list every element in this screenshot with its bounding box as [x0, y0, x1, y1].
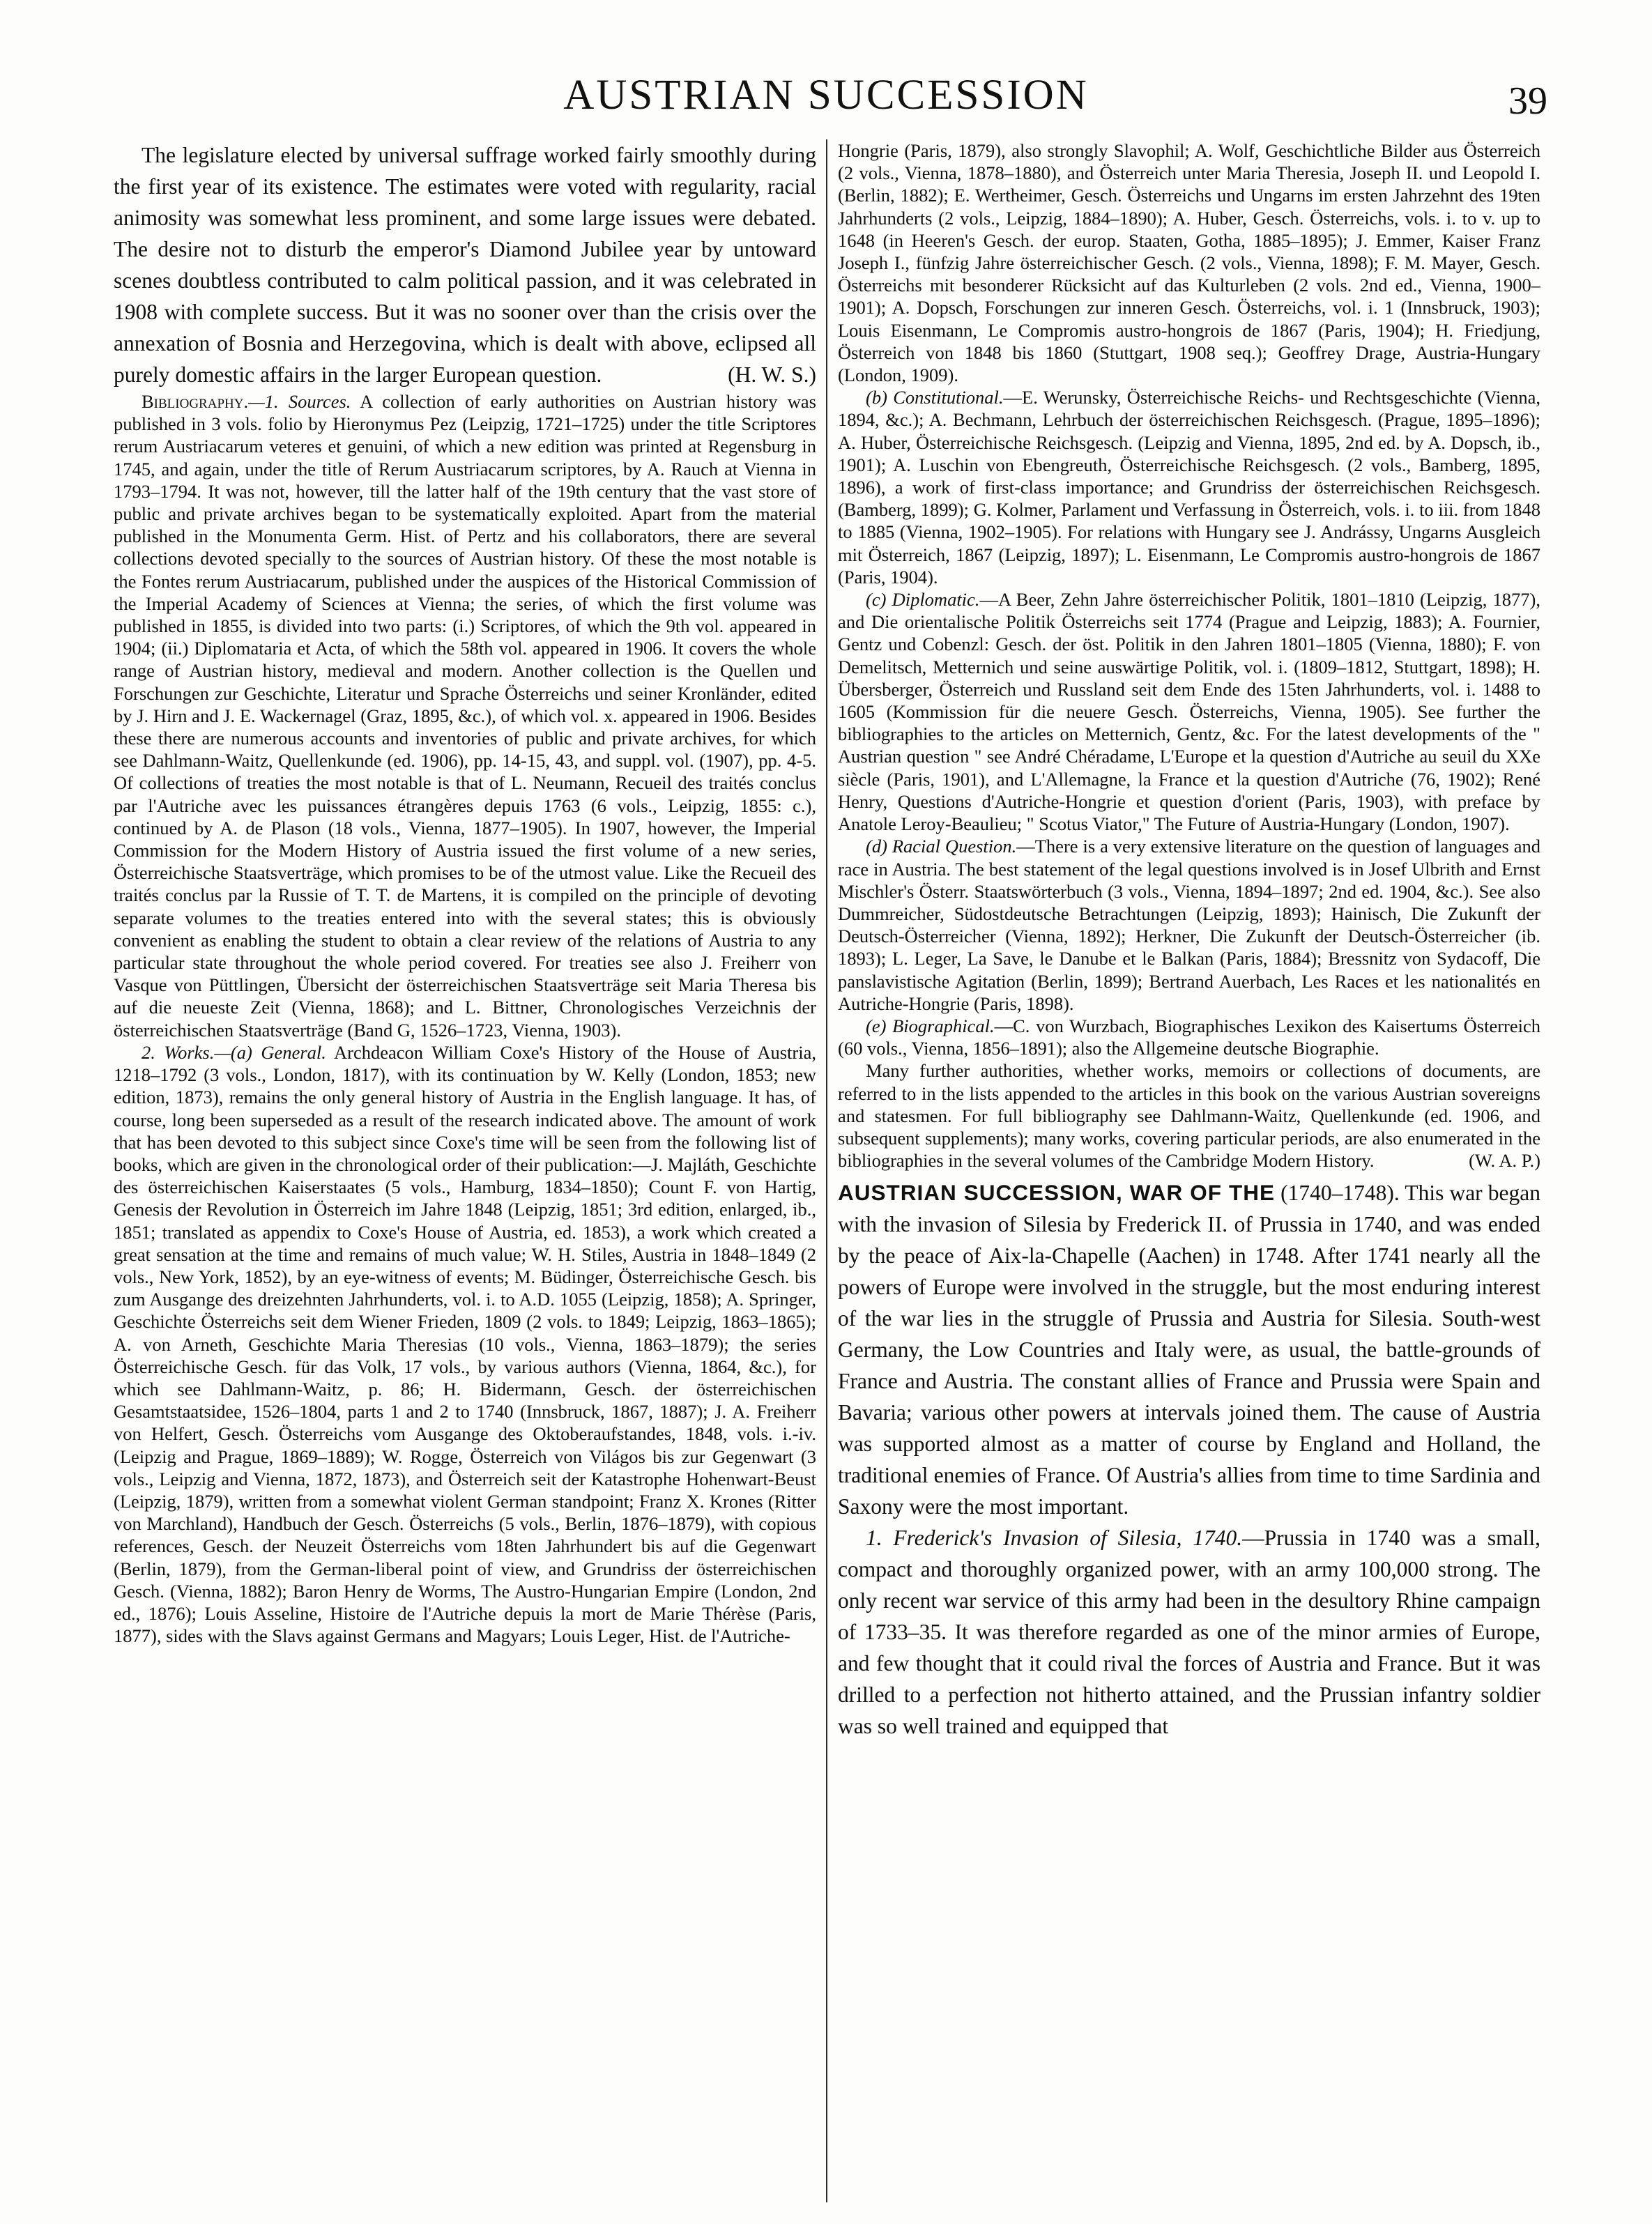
constitutional-heading: (b) Constitutional. [866, 387, 1004, 408]
diplomatic-heading: (c) Diplomatic. [866, 589, 980, 611]
sources-paragraph [114, 390, 816, 1041]
constitutional-paragraph [838, 386, 1540, 588]
biographical-paragraph [838, 1015, 1540, 1059]
sources-heading: —1. Sources. [248, 391, 351, 412]
works-heading: 2. Works.—(a) General. [142, 1041, 326, 1063]
bibliography-label: Bibliography. [142, 391, 249, 412]
running-header [0, 64, 1652, 127]
article-intro-paragraph [838, 1177, 1540, 1522]
racial-paragraph [838, 835, 1540, 1015]
works-paragraph [114, 1041, 816, 1647]
intro-text: The legislature elected by universal suffrage worked fairly smoothly during the first year of its existence. The estimates were voted with regularity, racial animosity was somewhat less prominent, and some large issues were debated. The desire not to disturb the emperor's Diamond Jubilee year by untoward scenes doubtless contributed to calm political passion, and it was celebrated in 1908 with complete success. But it was no sooner over than the crisis over the annexation of Bosnia and Herzegovina, which is dealt with above, eclipsed all purely domestic affairs in the larger European question. [114, 143, 816, 387]
article-dates: (1740–1748). [1280, 1181, 1400, 1206]
article-heading: AUSTRIAN SUCCESSION, WAR OF THE [838, 1180, 1276, 1206]
intro-paragraph [114, 139, 816, 390]
works-text: Archdeacon William Coxe's History of the House of Austria, 1218–1792 (3 vols., London, 1817), with its continuation by W. Kelly (London, 1853; new edition, 1873), remains the only general history of Austria in the English language. It has, of course, long been superseded as a result of the research indicated above. The amount of work that has been devoted to this subject since Coxe's time will be seen from the following list of books, which are given in the chronological order of their publication:—J. Majláth, Geschichte des österreichischen Kaiserstaates (5 vols., Hamburg, 1834–1850); Count F. von Hartig, Genesis der Revolution in Österreich im Jahre 1848 (Leipzig, 1851; 3rd edition, enlarged, ib., 1851; translated as appendix to Coxe's House of Austria, ed. 1853), a work which created a great sensation at the time and remains of much value; W. H. Stiles, Austria in 1848–1849 (2 vols., New York, 1852), by an eye-witness of events; M. Büdinger, Österreichische Gesch. bis zum Ausgange des dreizehnten Jahrhunderts, vol. i. to A.D. 1055 (Leipzig, 1858); A. Springer, Geschichte Österreichs seit dem Wiener Frieden, 1809 (2 vols. to 1849; Leipzig, 1863–1865); A. von Arneth, Geschichte Maria Theresias (10 vols., Vienna, 1863–1879); the series Österreichische Gesch. für das Volk, 17 vols., by various authors (Vienna, 1864, &c.), for which see Dahlmann-Waitz, p. 86; H. Bidermann, Gesch. der österreichischen Gesamtstaatsidee, 1526–1804, parts 1 and 2 to 1740 (Innsbruck, 1867, 1887); J. A. Freiherr von Helfert, Gesch. Österreichs vom Ausgange des Oktoberaufstandes, 1848, vols. i.-iv. (Leipzig and Prague, 1869–1889); W. Rogge, Österreich von Világos bis zur Gegenwart (3 vols., Leipzig and Vienna, 1872, 1873), and Österreich seit der Katastrophe Hohenwart-Beust (Leipzig, 1879), written from a somewhat violent German standpoint; Franz X. Krones (Ritter von Marchland), Handbuch der Gesch. Österreichs (5 vols., Berlin, 1876–1879), with copious references, Gesch. der Neuzeit Österreichs vom 18ten Jahrhundert bis auf die Gegenwart (Berlin, 1879), from the German-liberal point of view, and Grundriss der österreichischen Gesch. (Vienna, 1882); Baron Henry de Worms, The Austro-Hungarian Empire (London, 2nd ed., 1876); Louis Asseline, Histoire de l'Autriche depuis la mort de Marie Thérèse (Paris, 1877), sides with the Slavs against Germans and Magyars; Louis Leger, Hist. de l'Autriche- [114, 1041, 816, 1647]
biographical-text: —C. von Wurzbach, Biographisches Lexikon des Kaisertums Österreich (60 vols., Vienna, 1856–1891); also the Allgemeine deutsche Biographie. [838, 1015, 1540, 1059]
page-number: 39 [1508, 79, 1547, 123]
sources-text: A collection of early authorities on Austrian history was published in 3 vols. folio by Hieronymus Pez (Leipzig, 1721–1725) under the title Scriptores rerum Austriacarum veteres et genuini, of which a new edition was printed at Regensburg in 1745, and again, under the title of Rerum Austriacarum scriptores, by A. Rauch at Vienna in 1793–1794. It was not, however, till the latter half of the 19th century that the vast store of public and private archives began to be systematically exploited. Apart from the material published in the Monumenta Germ. Hist. of Pertz and his collaborators, there are several collections devoted specially to the sources of Austrian history. Of these the most notable is the Fontes rerum Austriacarum, published under the auspices of the Historical Commission of the Imperial Academy of Sciences at Vienna; the series, of which the first volume was published in 1855, is divided into two parts: (i.) Scriptores, of which the 9th vol. appeared in 1904; (ii.) Diplomataria et Acta, of which the 58th vol. appeared in 1906. It covers the whole range of Austrian history, medieval and modern. Another collection is the Quellen und Forschungen zur Geschichte, Literatur und Sprache Österreichs und seiner Kronländer, edited by J. Hirn and J. E. Wackernagel (Graz, 1895, &c.), of which vol. x. appeared in 1906. Besides these there are numerous accounts and inventories of public and private archives, for which see Dahlmann-Waitz, Quellenkunde (ed. 1906), pp. 14-15, 43, and suppl. vol. (1907), pp. 4-5. Of collections of treaties the most notable is that of L. Neumann, Recueil des traités conclus par l'Autriche avec les puissances étrangères depuis 1763 (6 vols., Leipzig, 1855: c.), continued by A. de Plason (18 vols., Vienna, 1877–1905). In 1907, however, the Imperial Commission for the Modern History of Austria issued the first volume of a new series, Österreichische Staatsverträge, which promises to be of the utmost value. Like the Recueil des traités conclus par la Russie of T. T. de Martens, it is compiled on the principle of devoting separate volumes to the treaties entered into with the several states; this is obviously convenient as enabling the student to obtain a clear review of the relations of Austria to any particular state throughout the whole period covered. For treaties see also J. Freiherr von Vasque von Püttlingen, Übersicht der österreichischen Staatsverträge seit Maria Theresa bis auf die neueste Zeit (Vienna, 1868); and L. Bittner, Chronologisches Verzeichnis der österreichischen Staatsverträge (Band G, 1526–1723, Vienna, 1903). [114, 391, 816, 1041]
intro-signature: (H. W. S.) [728, 362, 816, 387]
left-column [114, 139, 816, 2202]
diplomatic-text: —A Beer, Zehn Jahre österreichischer Politik, 1801–1810 (Leipzig, 1877), and Die orientalische Politik Österreichs seit 1774 (Prague and Leipzig, 1883); A. Fournier, Gentz und Cobenzl: Gesch. der öst. Politik in den Jahren 1801–1805 (Vienna, 1880); F. von Demelitsch, Metternich und seine auswärtige Politik, vol. i. (1809–1812, Stuttgart, 1898); H. Übersberger, Österreich und Russland seit dem Ende des 15ten Jahrhunderts, vol. i. 1488 to 1605 (Kommission für die neuere Gesch. Österreichs, Vienna, 1905). See further the bibliographies to the articles on Metternich, Gentz, &c. For the latest developments of the " Austrian question " see André Chéradame, L'Europe et la question d'Autriche au seuil du XXe siècle (Paris, 1901), and L'Allemagne, la France et la question d'Autriche (76, 1902); René Henry, Questions d'Autriche-Hongrie et question d'orient (Paris, 1903), with preface by Anatole Leroy-Beaulieu; " Scotus Viator," The Future of Austria-Hungary (London, 1907). [838, 589, 1540, 835]
right-column [838, 139, 1540, 2202]
section-heading: 1. Frederick's Invasion of Silesia, 1740. [866, 1526, 1243, 1551]
closing-note-text: Many further authorities, whether works, memoirs or collections of documents, are referred to in the lists appended to the articles in this book on the various Austrian sovereigns and statesmen. For full bibliography see Dahlmann-Waitz, Quellenkunde (ed. 1906, and subsequent supplements); many works, covering particular periods, are also enumerated in the bibliographies in the several volumes of the Cambridge Modern History. [838, 1060, 1540, 1172]
general-works-continued: Hongrie (Paris, 1879), also strongly Slavophil; A. Wolf, Geschichtliche Bilder aus Österreich (2 vols., Vienna, 1878–1880), and Österreich unter Maria Theresia, Joseph II. und Leopold I. (Berlin, 1882); E. Wertheimer, Gesch. Österreichs und Ungarns im ersten Jahrzehnt des 19ten Jahrhunderts (2 vols., Leipzig, 1884–1890); A. Huber, Gesch. Österreichs, vols. i. to v. up to 1648 (in Heeren's Gesch. der europ. Staaten, Gotha, 1885–1895); J. Emmer, Kaiser Franz Joseph I., fünfzig Jahre österreichischer Gesch. (2 vols., Vienna, 1898); F. M. Mayer, Gesch. Österreichs mit besonderer Rücksicht auf das Kulturleben (2 vols. 2nd ed., Vienna, 1900–1901); A. Dopsch, Forschungen zur inneren Gesch. Österreichs, vol. i. 1 (Innsbruck, 1903); Louis Eisenmann, Le Compromis austro-hongrois de 1867 (Paris, 1904); H. Friedjung, Österreich von 1848 bis 1860 (Stuttgart, 1908 seq.); Geoffrey Drage, Austria-Hungary (London, 1909). [838, 140, 1540, 386]
page-title: AUSTRIAN SUCCESSION [563, 72, 1089, 118]
racial-heading: (d) Racial Question. [866, 836, 1017, 857]
racial-text: —There is a very extensive literature on the question of languages and race in Austria. The best statement of the legal questions involved is in Josef Ulbrith and Ernst Mischler's Österr. Staatswörterbuch (3 vols., Vienna, 1894–1897; 2nd ed. 1904, &c.). See also Dummreicher, Südostdeutsche Betrachtungen (Leipzig, 1893); Hainisch, Die Zukunft der Deutsch-Österreicher (Vienna, 1892); Herkner, Die Zukunft der Deutsch-Österreicher (ib. 1893); L. Leger, La Save, le Danube et le Balkan (Paris, 1884); Bressnitz von Sydacoff, Die panslavistische Agitation (Berlin, 1899); Bertrand Auerbach, Les Races et les nationalités en Autriche-Hongrie (Paris, 1898). [838, 836, 1540, 1014]
column-divider [826, 139, 827, 2202]
article-intro-text: This war began with the invasion of Silesia by Frederick II. of Prussia in 1740, and was ended by the peace of Aix-la-Chapelle (Aachen) in 1748. After 1741 nearly all the powers of Europe were involved in the struggle, but the most enduring interest of the war lies in the struggle of Prussia and Austria for Silesia. South-west Germany, the Low Countries and Italy were, as usual, the battle-grounds of France and Austria. The constant allies of France and Prussia were Spain and Bavaria; various other powers at intervals joined them. The cause of Austria was supported almost as a matter of course by England and Holland, the traditional enemies of France. Of Austria's allies from time to time Sardinia and Saxony were the most important. [838, 1181, 1540, 1519]
diplomatic-paragraph [838, 588, 1540, 835]
section-text: —Prussia in 1740 was a small, compact and thoroughly organized power, with an army 100,000 strong. The only recent war service of this army had been in the desultory Rhine campaign of 1733–35. It was therefore regarded as one of the minor armies of Europe, and few thought that it could rival the forces of Austria and France. But it was drilled to a perfection not hitherto attained, and the Prussian infantry soldier was so well trained and equipped that [838, 1526, 1540, 1739]
section-paragraph [838, 1522, 1540, 1742]
constitutional-text: —E. Werunsky, Österreichische Reichs- und Rechtsgeschichte (Vienna, 1894, &c.); A. Bechmann, Lehrbuch der österreichischen Reichsgesch. (Prague, 1895–1896); A. Huber, Österreichische Reichsgesch. (Leipzig and Vienna, 1895, 2nd ed. by A. Dopsch, ib., 1901); A. Luschin von Ebengreuth, Österreichische Reichsgesch. (2 vols., Bamberg, 1895, 1896), a work of first-class importance; and Grundriss der österreichischen Reichsgesch. (Bamberg, 1899); G. Kolmer, Parlament und Verfassung in Österreich, vols. i. to iii. from 1848 to 1885 (Vienna, 1902–1905). For relations with Hungary see J. Andrássy, Ungarns Ausgleich mit Österreich, 1867 (Leipzig, 1897); L. Eisenmann, Le Compromis austro-hongrois de 1867 (Paris, 1904). [838, 387, 1540, 588]
closing-note [838, 1059, 1540, 1172]
closing-signature: (W. A. P.) [1469, 1150, 1540, 1172]
biographical-heading: (e) Biographical. [866, 1015, 995, 1036]
